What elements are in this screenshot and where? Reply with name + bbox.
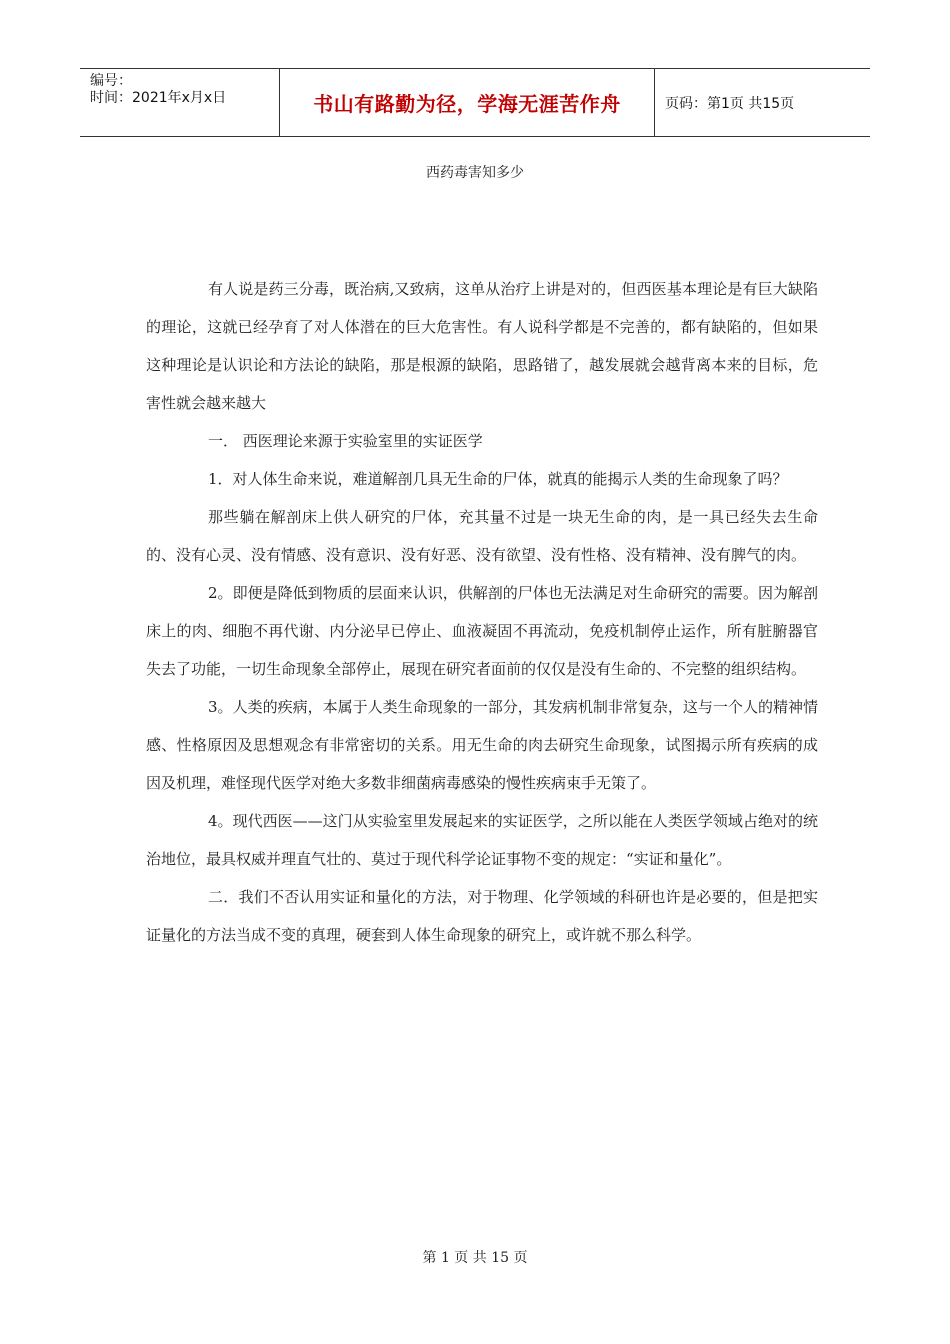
paragraph-point-4: 4。现代西医——这门从实验室里发展起来的实证医学，之所以能在人类医学领域占绝对的统治地位，最具权威并理直气壮的、莫过于现代科学论证事物不变的规定：“实证和量化”。 — [146, 812, 818, 868]
document-number-label: 编号： — [90, 73, 132, 89]
paragraph-point-2: 2。即便是降低到物质的层面来认识，供解剖的尸体也无法满足对生命研究的需要。因为解剖床上的肉、细胞不再代谢、内分泌早已停止、血液凝固不再流动，免疫机制停止运作，所有脏腑器官失去了功能，一切生命现象全部停止，展现在研究者面前的仅仅是没有生命的、不完整的组织结构。 — [146, 584, 818, 678]
document-title: 西药毒害知多少 — [426, 165, 524, 181]
paragraph-corpse: 那些躺在解剖床上供人研究的尸体，充其量不过是一块无生命的肉，是一具已经失去生命的、没有心灵、没有情感、没有意识、没有好恶、没有欲望、没有性格、没有精神、没有脾气的肉。 — [146, 508, 818, 564]
section-heading-1: 一． 西医理论来源于实验室里的实证医学 — [208, 432, 483, 450]
paragraph-point-1: 1．对人体生命来说，难道解剖几具无生命的尸体，就真的能揭示人类的生命现象了吗？ — [208, 470, 788, 488]
header-page-info: 页码：第1页 共15页 — [665, 95, 795, 112]
paragraph-point-3: 3。人类的疾病，本属于人类生命现象的一部分，其发病机制非常复杂，这与一个人的精神情感、性格原因及思想观念有非常密切的关系。用无生命的肉去研究生命现象，试图揭示所有疾病的成因及机理，难怪现代医学对绝大多数非细菌病毒感染的慢性疾病束手无策了。 — [146, 698, 818, 792]
document-body — [146, 270, 818, 954]
page-header — [80, 68, 870, 137]
paragraph-section-2: 二．我们不否认用实证和量化的方法，对于物理、化学领域的科研也许是必要的，但是把实证量化的方法当成不变的真理，硬套到人体生命现象的研究上，或许就不那么科学。 — [146, 888, 818, 944]
paragraph-intro: 有人说是药三分毒，既治病,又致病，这单从治疗上讲是对的，但西医基本理论是有巨大缺陷的理论，这就已经孕育了对人体潜在的巨大危害性。有人说科学都是不完善的，都有缺陷的，但如果这种理论是认识论和方法论的缺陷，那是根源的缺陷，思路错了，越发展就会越背离本来的目标，危害性就会越来越大 — [146, 280, 818, 412]
document-time-label: 时间：2021年x月x日 — [90, 90, 227, 106]
header-meta — [80, 69, 280, 136]
header-motto: 书山有路勤为径，学海无涯苦作舟 — [280, 69, 655, 136]
page-footer: 第 1 页 共 15 页 — [422, 1250, 528, 1266]
